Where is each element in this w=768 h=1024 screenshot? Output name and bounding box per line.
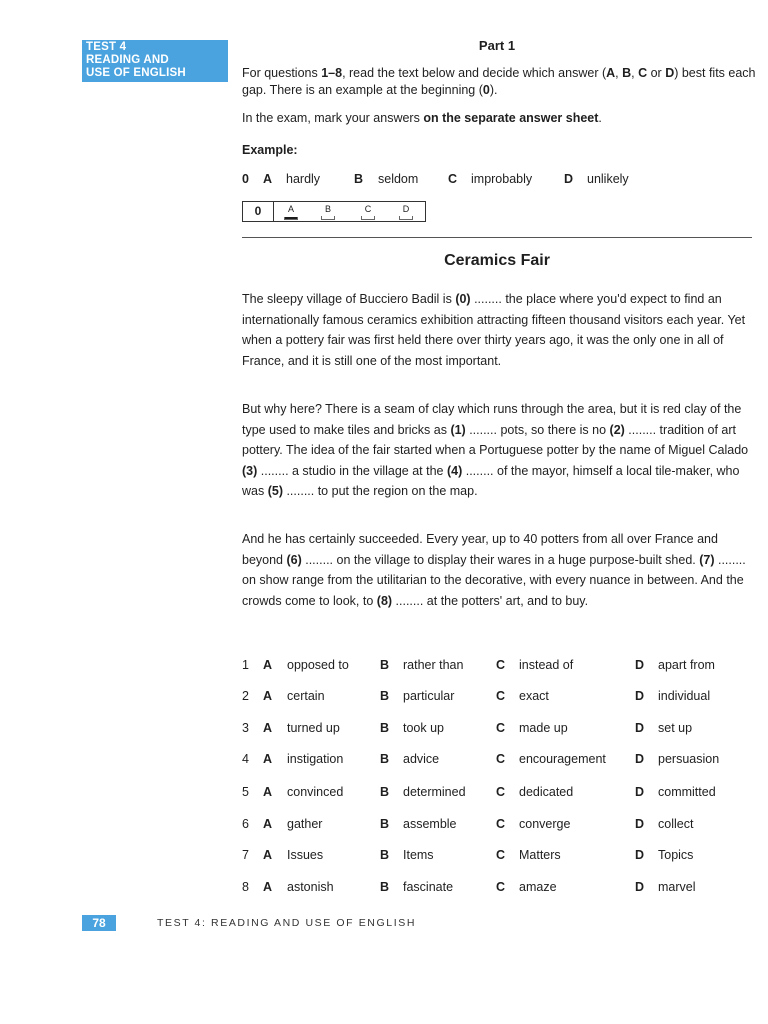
part-title: Part 1 — [478, 38, 516, 53]
option-text: persuasion — [658, 752, 720, 766]
test-section-label — [82, 40, 228, 82]
gap-number: (6) — [286, 552, 302, 567]
option-text: set up — [658, 721, 693, 735]
instructions-emphasis: D — [665, 66, 675, 80]
option-letter: A — [263, 817, 273, 831]
passage-paragraph — [242, 399, 754, 502]
option-text: Topics — [658, 848, 694, 862]
question-number: 5 — [242, 785, 249, 799]
option-text: collect — [658, 817, 694, 831]
question-number: 2 — [242, 689, 249, 703]
option-text: seldom — [378, 172, 419, 186]
passage-text: ........ tradition of art pottery. The idea of the fair started when a Portuguese potter by the name of Miguel Calado — [242, 422, 749, 457]
passage-text: ........ to put the region on the map. — [282, 484, 478, 498]
question-row — [242, 880, 762, 900]
option-text: Matters — [519, 848, 561, 862]
instructions-questions — [242, 65, 762, 99]
option-letter: A — [263, 848, 273, 862]
test-label-line: USE OF ENGLISH — [86, 67, 186, 79]
question-number: 6 — [242, 817, 249, 831]
instructions-text: For questions — [242, 66, 322, 80]
option-letter: D — [635, 817, 645, 831]
option-text: unlikely — [587, 172, 629, 186]
option-text: Items — [403, 848, 434, 862]
question-number: 7 — [242, 848, 249, 862]
answer-mark-selected — [284, 217, 298, 220]
option-letter: C — [496, 752, 506, 766]
option-letter: C — [496, 817, 506, 831]
question-number: 4 — [242, 752, 249, 766]
instructions-answer-sheet — [242, 110, 762, 127]
option-text: marvel — [658, 880, 696, 894]
option-letter: D — [635, 689, 645, 703]
option-text: took up — [403, 721, 445, 735]
option-text: instead of — [519, 658, 574, 672]
passage-paragraph — [242, 289, 754, 371]
question-row — [242, 658, 762, 678]
instructions-text: , — [631, 66, 639, 80]
running-title: TEST 4: READING AND USE OF ENGLISH — [157, 917, 417, 929]
answer-mark — [361, 216, 375, 220]
instructions-text: ) best fits each gap. There is an example at the beginning ( — [242, 66, 756, 97]
option-text: converge — [519, 817, 571, 831]
option-letter: B — [380, 848, 390, 862]
passage-text: The sleepy village of Bucciero Badil is — [242, 292, 456, 306]
option-letter: C — [496, 880, 506, 894]
option-letter: A — [263, 721, 273, 735]
answer-box-letter: C — [364, 204, 372, 214]
question-number: 1 — [242, 658, 249, 672]
option-letter: A — [263, 785, 273, 799]
option-letter: A — [263, 658, 273, 672]
instructions-text: . — [598, 111, 602, 125]
option-text: Issues — [287, 848, 324, 862]
option-text: improbably — [471, 172, 533, 186]
option-letter: B — [354, 172, 364, 186]
option-text: made up — [519, 721, 568, 735]
option-letter: C — [496, 721, 506, 735]
option-text: advice — [403, 752, 440, 766]
gap-number: (5) — [267, 484, 283, 498]
option-text: astonish — [287, 880, 334, 894]
instructions-text: or — [647, 66, 666, 80]
option-text: fascinate — [403, 880, 454, 894]
option-letter: A — [263, 752, 273, 766]
option-text: committed — [658, 785, 716, 799]
instructions-text: , read the text below and decide which answer ( — [342, 66, 607, 80]
option-text: convinced — [287, 785, 344, 799]
passage-text: ........ of the mayor, himself a local tile-maker, who was — [242, 463, 740, 498]
option-letter: C — [496, 658, 506, 672]
passage-text: ........ a studio in the village at the — [257, 463, 447, 478]
option-text: assemble — [403, 817, 457, 831]
passage-text: ........ pots, so there is no — [465, 422, 610, 437]
instructions-text: , — [615, 66, 623, 80]
option-letter: A — [263, 172, 273, 186]
option-letter: A — [263, 880, 273, 894]
gap-number: (0) — [455, 292, 471, 306]
instructions-emphasis: on the separate answer sheet — [423, 111, 599, 125]
answer-box-letter: D — [402, 204, 410, 214]
divider — [242, 237, 752, 238]
gap-number: (2) — [609, 422, 625, 437]
question-row — [242, 752, 762, 772]
passage-text: ........ on the village to display their wares in a huge purpose-built shed. — [301, 552, 700, 567]
passage-text: But why here? There is a seam of clay which runs through the area, but it is red clay of the type used to make tiles and bricks as — [242, 402, 742, 437]
option-letter: B — [380, 658, 390, 672]
passage-text: ........ the place where you'd expect to find an internationally famous ceramics exhibition attracting fifteen thousand visitors each year. Yet when a pottery fair was first held there over thirty years ago, it was the only one in all of France, and it is still one of the most important. — [242, 292, 746, 368]
option-letter: B — [380, 817, 390, 831]
answer-box-letter: B — [324, 204, 331, 214]
option-text: turned up — [287, 721, 340, 735]
option-text: determined — [403, 785, 466, 799]
example-label: Example: — [242, 143, 298, 157]
test-label-line: READING AND — [86, 54, 169, 66]
option-text: individual — [658, 689, 711, 703]
instructions-emphasis: A — [606, 66, 616, 80]
passage-text: ........ at the potters' art, and to buy. — [392, 593, 589, 608]
option-text: hardly — [286, 172, 321, 186]
option-letter: A — [263, 689, 273, 703]
option-letter: B — [380, 785, 390, 799]
instructions-emphasis: 1–8 — [321, 66, 343, 80]
option-letter: C — [496, 848, 506, 862]
option-letter: B — [380, 689, 390, 703]
question-number: 8 — [242, 880, 249, 894]
gap-number: (4) — [446, 463, 463, 478]
option-letter: D — [635, 785, 645, 799]
option-text: opposed to — [287, 658, 349, 672]
option-letter: C — [496, 785, 506, 799]
passage-text: ........ on show range from the utilitarian to the decorative, with every nuance in between. And the crowds come to look, to — [242, 552, 746, 608]
option-letter: D — [635, 721, 645, 735]
gap-number: (8) — [376, 593, 393, 608]
gap-number: (7) — [699, 552, 715, 567]
option-letter: D — [635, 658, 645, 672]
option-text: instigation — [287, 752, 344, 766]
option-text: apart from — [658, 658, 715, 672]
option-text: gather — [287, 817, 323, 831]
example-number: 0 — [242, 172, 249, 186]
instructions-text: In the exam, mark your answers — [242, 111, 424, 125]
option-letter: D — [564, 172, 574, 186]
option-text: exact — [519, 689, 549, 703]
instructions-emphasis: 0 — [482, 83, 490, 97]
option-letter: C — [448, 172, 458, 186]
answer-box-number: 0 — [243, 202, 274, 221]
question-number: 3 — [242, 721, 249, 735]
instructions-emphasis: B — [622, 66, 632, 80]
gap-number: (3) — [242, 463, 258, 478]
example-answer-box — [242, 201, 426, 222]
option-letter: B — [380, 880, 390, 894]
option-text: certain — [287, 689, 325, 703]
option-text: particular — [403, 689, 455, 703]
question-row — [242, 817, 762, 837]
instructions-emphasis: C — [638, 66, 648, 80]
option-text: encouragement — [519, 752, 606, 766]
option-letter: D — [635, 880, 645, 894]
question-row — [242, 848, 762, 868]
question-row — [242, 689, 762, 709]
instructions-text: ). — [489, 83, 498, 97]
option-text: rather than — [403, 658, 464, 672]
option-text: amaze — [519, 880, 557, 894]
answer-mark — [399, 216, 413, 220]
option-letter: D — [635, 848, 645, 862]
option-letter: B — [380, 752, 390, 766]
test-label-line: TEST 4 — [86, 41, 127, 53]
option-letter: B — [380, 721, 390, 735]
page-number: 78 — [82, 915, 116, 931]
question-row — [242, 785, 762, 805]
option-text: dedicated — [519, 785, 574, 799]
answer-box-letter: A — [287, 204, 294, 214]
passage-paragraph — [242, 529, 754, 611]
option-letter: C — [496, 689, 506, 703]
answer-mark — [321, 216, 335, 220]
question-row — [242, 721, 762, 741]
gap-number: (1) — [450, 422, 466, 437]
option-letter: D — [635, 752, 645, 766]
passage-text: And he has certainly succeeded. Every year, up to 40 potters from all over France and beyond — [242, 532, 718, 567]
passage-title: Ceramics Fair — [444, 252, 550, 269]
